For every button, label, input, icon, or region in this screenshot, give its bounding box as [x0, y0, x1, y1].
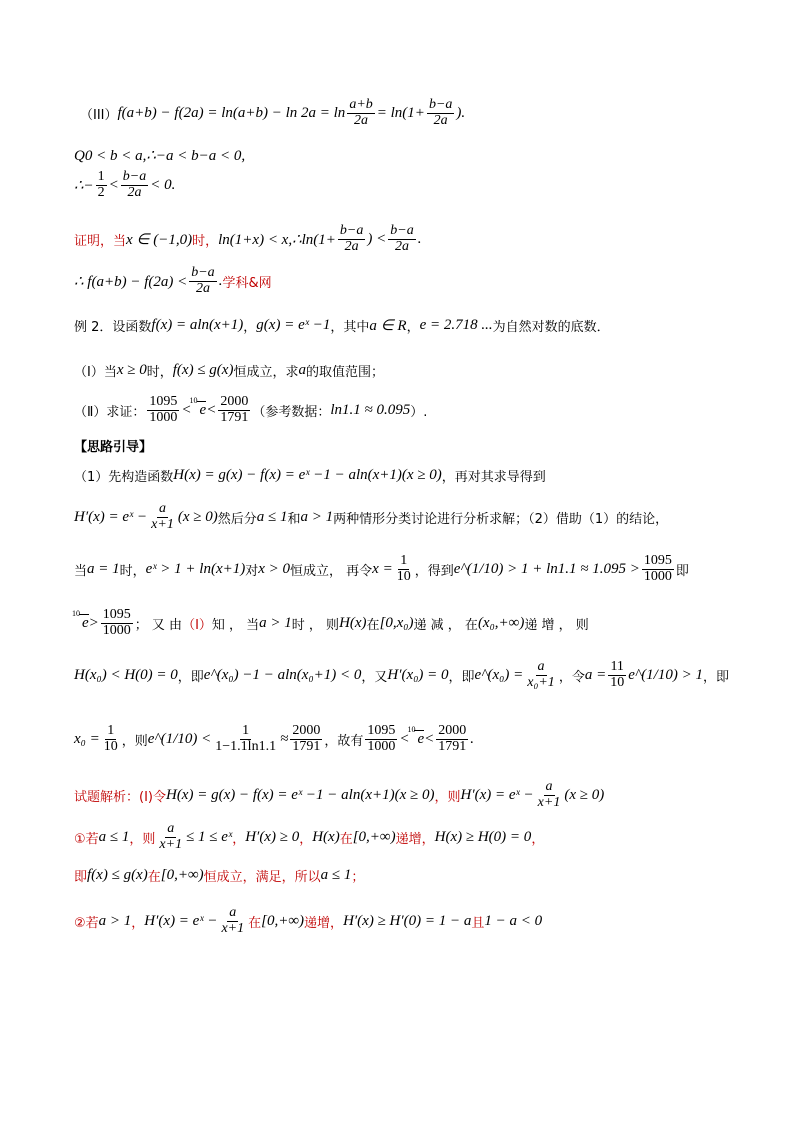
equation: 1 − a < 0: [484, 912, 543, 929]
hint-text: ，令: [558, 669, 585, 685]
example-2-text: 为自然对数的底数．: [492, 320, 610, 335]
hint-text: 恒成立， 再令: [290, 563, 373, 579]
equation: ≈: [280, 730, 289, 747]
equation: eˣ > 1 + ln(x+1): [145, 560, 246, 577]
solution-text: 恒成立，满足，所以: [203, 870, 321, 885]
example-2-text: 例 2．设函数: [74, 320, 152, 335]
question-text: （Ⅱ）求证：: [74, 404, 146, 420]
inequality-line: [74, 170, 175, 200]
solution-text: ，: [131, 915, 145, 931]
equation: <: [108, 176, 119, 193]
hint-text: 然后分: [217, 511, 257, 527]
solution-line: [74, 780, 604, 810]
fraction: $\frac{b-a}{2a}$: [428, 97, 453, 128]
hint-text: ，即: [448, 669, 475, 685]
equation: >: [88, 614, 99, 631]
equation: (x₀,+∞): [477, 614, 525, 631]
solution-text: 在: [147, 870, 161, 885]
hint-text: ，故有: [324, 733, 364, 749]
example-2-statement: [74, 316, 610, 335]
hint-text: 两种情形分类讨论进行分析求解；（2）借助（1）的结论，: [333, 511, 669, 527]
question-text: 时，: [146, 365, 173, 380]
solution-text: 在: [248, 915, 262, 931]
fraction: $\frac{a}{x+1}$: [151, 501, 174, 532]
hint-line: [74, 502, 668, 532]
solution-text: 试题解析：(Ⅰ)令: [74, 789, 166, 805]
hint-text: ，即: [702, 669, 729, 685]
equation: f(a+b) − f(2a) = ln(a+b) − ln 2a = ln: [117, 104, 346, 121]
fraction: $\frac{a}{x+1}$: [221, 905, 245, 936]
equation: ln(1+x) < x,∴ln(1+: [218, 231, 336, 248]
hint-text: ，则: [121, 733, 148, 749]
fraction: $\frac{b-a}{2a}$: [339, 223, 364, 254]
equation: .: [417, 230, 422, 247]
solution-text: ②若: [74, 915, 99, 931]
solution-text: 递增，: [395, 831, 435, 847]
solution-line: [74, 906, 542, 936]
equation: e^(1/10) > 1: [628, 666, 703, 683]
equation: e = 2.718 ...: [419, 317, 493, 333]
fraction: $\frac{1}{10}$: [396, 553, 411, 584]
hint-text: ； 又 由: [134, 617, 183, 633]
hint-text: 即: [675, 563, 689, 579]
fraction: $\frac{1}{1-1.1\ln 1.1}$: [215, 723, 277, 754]
equation: f(x) ≤ g(x): [87, 867, 148, 883]
equation: <: [206, 401, 217, 418]
equation: H(x₀) < H(0) = 0: [74, 666, 178, 683]
equation: e^(x₀) =: [474, 666, 524, 683]
solution-text: ，: [232, 831, 246, 847]
solution-text: 在: [339, 831, 353, 847]
nth-root: 10 e: [189, 395, 207, 418]
solution-text: ①若: [74, 831, 99, 847]
equation: a > 1: [98, 912, 132, 929]
fraction: $\frac{a+b}{2a}$: [349, 97, 373, 128]
hint-text: （1）先构造函数: [74, 470, 174, 485]
equation: x ∈ (−1,0): [126, 231, 193, 248]
equation: a: [298, 362, 306, 378]
equation: a ≤ 1: [320, 867, 352, 883]
fraction: $\frac{2000}{1791}$: [438, 723, 467, 754]
hint-text: ，即: [177, 669, 204, 685]
hint-line: [74, 724, 474, 754]
fraction: $\frac{1095}{1000}$: [643, 553, 672, 584]
think-heading: 【思路引导】: [74, 440, 153, 455]
question-text: （Ⅰ）当: [74, 365, 117, 380]
question-text: （参考数据：: [252, 404, 331, 420]
equation: <: [424, 730, 435, 747]
proof-text: 证明，当: [74, 233, 127, 249]
solution-text: ；: [351, 870, 365, 885]
equation: H′(x) ≥ H′(0) = 1 − a: [343, 912, 472, 929]
question-text: 的取值范围；: [305, 365, 384, 380]
equation: = ln(1+: [376, 104, 425, 121]
fraction: $\frac{11}{10}$: [610, 659, 625, 690]
equation: f(x) = aln(x+1): [151, 317, 244, 333]
example-2-text: ，: [243, 320, 257, 335]
equation: H(x) ≥ H(0) = 0: [434, 828, 532, 845]
equation: < 0.: [150, 176, 176, 193]
equation: <: [181, 401, 192, 418]
hint-text: ，再对其求导得到: [441, 470, 546, 485]
fraction: $\frac{2000}{1791}$: [292, 723, 321, 754]
equation: e^(1/10) > 1 + ln1.1 ≈ 1.095 >: [453, 560, 640, 577]
equation: (x ≥ 0): [564, 786, 605, 803]
equation: Q0 < b < a,∴−a < b−a < 0,: [74, 148, 246, 164]
equation: [0,+∞): [160, 867, 204, 883]
fraction: $\frac{1095}{1000}$: [149, 394, 178, 425]
hint-line: [74, 608, 589, 638]
fraction: $\frac{b-a}{2a}$: [390, 223, 414, 254]
hint-text: 当: [74, 563, 88, 579]
equation: ∴ f(a+b) − f(2a) <: [74, 273, 188, 290]
equation: g(x) = eˣ −1: [256, 317, 331, 333]
proof-text: 时，: [192, 233, 219, 249]
solution-text: ，: [531, 831, 545, 847]
example-2-text: ，: [406, 320, 420, 335]
solution-text: ，则: [129, 831, 156, 847]
equation: a ≤ 1: [98, 828, 130, 845]
equation: a ∈ R: [369, 318, 407, 334]
hint-text: 递 增 ， 则: [524, 617, 589, 633]
fraction: $\frac{2000}{1791}$: [220, 394, 249, 425]
equation: x ≥ 0: [116, 362, 147, 378]
equation: H′(x) = eˣ −: [74, 508, 148, 525]
equation: [0,+∞): [352, 828, 396, 845]
equation: a > 1: [259, 614, 292, 631]
equation: [0,+∞): [261, 912, 305, 929]
equation: a > 1: [300, 508, 334, 525]
equation: <: [399, 730, 410, 747]
solution-line: [74, 822, 544, 852]
equation: f(x) ≤ g(x): [172, 362, 234, 378]
inequality-line: [74, 146, 245, 165]
equation: ∴−: [74, 177, 94, 194]
equation: ln1.1 ≈ 0.095: [330, 401, 411, 418]
equation: a =: [584, 666, 607, 683]
equation: H′(x) = eˣ −: [144, 912, 218, 929]
equation: a = 1: [87, 560, 120, 577]
section-heading: [74, 436, 152, 455]
equation: .: [470, 730, 474, 747]
equation: [0,x₀): [379, 614, 414, 631]
question-text: 恒成立，求: [233, 365, 299, 380]
equation: H′(x₀) = 0: [387, 666, 449, 683]
hint-text: ，得到: [414, 563, 454, 579]
solution-text: 即: [74, 870, 88, 885]
equation: e^(x₀) −1 − aln(x₀+1) < 0: [203, 666, 362, 683]
hint-line: [74, 554, 689, 584]
part-iii-line: [80, 98, 465, 128]
conclusion-line: [74, 266, 272, 296]
solution-text: ，: [299, 831, 313, 847]
equation: H′(x) = eˣ −: [460, 786, 534, 803]
solution-text: ，则: [434, 789, 461, 805]
fraction: $\frac{b-a}{2a}$: [122, 169, 147, 200]
equation: e^(1/10) <: [147, 730, 212, 747]
hint-line: [74, 466, 546, 485]
equation: H(x) = g(x) − f(x) = eˣ −1 − aln(x+1)(x ≥ 0): [165, 786, 435, 803]
equation: x > 0: [258, 560, 291, 577]
solution-line: [74, 866, 364, 885]
question-text: ）.: [410, 404, 428, 420]
solution-text: 且: [471, 915, 485, 931]
fraction: $\frac{a}{x+1}$: [537, 779, 561, 810]
equation: .: [218, 272, 223, 289]
proof-line: [74, 224, 421, 254]
fraction: $\frac{a}{\text{x₀+1}}$: [527, 659, 555, 690]
fraction: $\frac{b-a}{2a}$: [191, 265, 215, 296]
hint-text: 递 减 ， 在: [413, 617, 478, 633]
hint-text: ，又: [361, 669, 388, 685]
equation: H(x): [339, 614, 367, 631]
nth-root: 10 e: [407, 724, 425, 747]
hint-reference: （Ⅰ）: [182, 617, 212, 633]
question-1: [74, 361, 384, 380]
hint-text: 对: [245, 563, 259, 579]
hint-text: 时，: [119, 563, 146, 579]
fraction: $\frac{1095}{1000}$: [367, 723, 396, 754]
fraction: $\frac{1}{10}$: [103, 723, 118, 754]
equation: H(x): [312, 828, 340, 845]
equation: ≤ 1 ≤ eˣ: [186, 828, 233, 845]
hint-text: 和: [287, 511, 301, 527]
hint-text: 知 ， 当: [211, 617, 260, 633]
equation: ).: [456, 104, 466, 121]
equation: a ≤ 1: [256, 508, 288, 525]
hint-text: 在: [366, 617, 380, 633]
equation: x =: [372, 560, 393, 577]
solution-text: 递增，: [304, 915, 344, 931]
equation: H(x) = g(x) − f(x) = eˣ −1 − aln(x+1)(x ≥ 0): [173, 467, 442, 483]
equation: H′(x) ≥ 0: [245, 828, 300, 845]
hint-line: [74, 660, 729, 690]
equation: x₀ =: [74, 730, 100, 747]
fraction: $\frac{a}{x+1}$: [159, 821, 183, 852]
example-2-text: ，其中: [330, 320, 370, 335]
hint-text: 时 ， 则: [291, 617, 340, 633]
question-2: [74, 395, 427, 425]
equation: (x ≥ 0): [177, 508, 218, 525]
fraction: $\frac{1095}{1000}$: [102, 607, 131, 638]
watermark-text: 学科&网: [222, 275, 272, 291]
fraction: $\frac{1}{2}$: [97, 169, 105, 200]
equation: ) <: [367, 230, 387, 247]
nth-root: 10 e: [72, 608, 89, 631]
part-iii-label: （III）: [80, 107, 118, 123]
